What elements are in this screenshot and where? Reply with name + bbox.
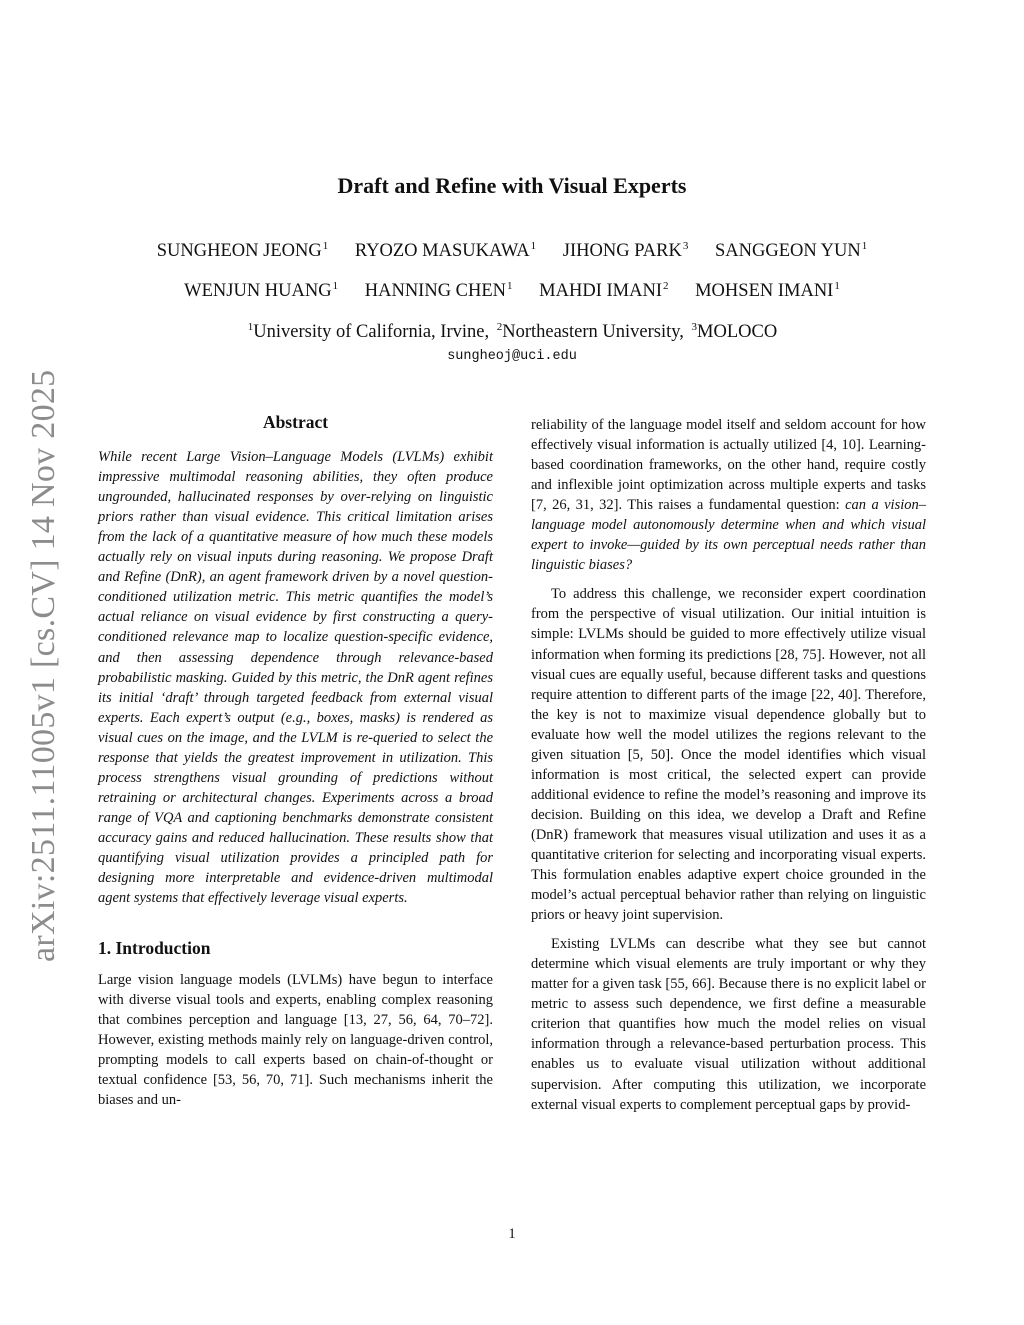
author-name: WENJUN HUANG xyxy=(184,281,332,301)
author-list-row-2 xyxy=(0,280,1024,302)
author xyxy=(184,280,338,302)
author-name: SUNGHEON JEONG xyxy=(156,241,322,261)
author-name: RYOZO MASUKAWA xyxy=(354,241,530,261)
body-paragraph: reliability of the language model itself and seldom account for how effectively visual information is actually utilized [4, 10]. Learning-based coordination frameworks, on the other hand, require costly and inflexible joint optimization across multiple experts and tasks [7, 26, 31, 32]. This raises a fundamental question: can a vision–language model autonomously determine when and which visual expert to invoke—guided by its own perceptual needs rather than linguistic biases? xyxy=(531,417,926,574)
affiliation: $^2$Northeastern University, xyxy=(496,321,684,342)
affiliation: $^3$MOLOCO xyxy=(691,321,778,342)
arxiv-identifier: arXiv:2511.11005v1 [cs.CV] 14 Nov 2025 xyxy=(25,369,62,962)
author-name: MOHSEN IMANI xyxy=(695,281,834,301)
author-name: HANNING CHEN xyxy=(364,281,507,301)
author-affiliation-mark: 1 xyxy=(530,240,537,252)
contact-email: sungheoj@uci.edu xyxy=(447,349,577,364)
author-name: MAHDI IMANI xyxy=(539,281,662,301)
research-question: can a vision–language model autonomously determine when and which visual expert to invoke—guided by its own perceptual needs rather than linguistic biases? xyxy=(531,497,926,574)
author xyxy=(157,240,328,262)
author-list-row-1 xyxy=(0,240,1024,262)
author-name: JIHONG PARK xyxy=(562,241,682,261)
page-number: 1 xyxy=(508,1226,516,1242)
author-affiliation-mark: 3 xyxy=(682,240,689,252)
introduction-paragraph: Large vision language models (LVLMs) have begun to interface with diverse visual tools and experts, enabling complex reasoning that combines perception and language [13, 27, 56, 64, 70–72]. However, existing methods mainly rely on language-driven control, prompting models to call experts based on chain-of-thought or textual confidence [53, 56, 70, 71]. Such mechanisms inherit the biases and un- xyxy=(98,972,493,1109)
abstract-heading: Abstract xyxy=(262,412,329,432)
author xyxy=(539,280,668,302)
author-affiliation-mark: 1 xyxy=(834,280,840,292)
affiliation: $^1$University of California, Irvine, xyxy=(247,321,490,342)
author-affiliation-mark: 1 xyxy=(507,280,513,292)
author xyxy=(695,280,840,302)
author xyxy=(563,240,689,262)
author xyxy=(355,240,536,262)
author-name: SANGGEON YUN xyxy=(714,241,861,261)
body-paragraph: To address this challenge, we reconsider expert coordination from the perspective of visual utilization. Our initial intuition is simple: LVLMs should be guided to more effectively utilize visual information when forming its predictions [28, 75]. However, not all visual cues are equally useful, because different tasks and questions require attention to different parts of the image [22, 40]. Therefore, the key is not to maximize visual dependence globally but to evaluate how well the model utilizes the regions relevant to the given situation [5, 50]. Once the model identifies which visual information is most critical, the selected expert can provide additional evidence to refine the model’s reasoning and improve its decision. Building on this idea, we develop a Draft and Refine (DnR) framework that measures visual utilization and uses it as a quantitative criterion for selecting and incorporating visual experts. This formulation enables adaptive expert choice grounded in the model’s actual perceptual behavior rather than relying on linguistic priors or heavy joint supervision. xyxy=(531,586,926,924)
abstract-text: While recent Large Vision–Language Models (LVLMs) exhibit impressive multimodal reasoning abilities, they often produce ungrounded, hallucinated responses by over-relying on linguistic priors rather than visual evidence. This critical limitation arises from the lack of a quantitative measure of how much these models actually rely on visual inputs during reasoning. We propose Draft and Refine (DnR), an agent framework driven by a novel question-conditioned utilization metric. This metric quantifies the model’s actual reliance on visual evidence by first constructing a query-conditioned relevance map to localize question-specific evidence, and then assessing dependence through relevance-based probabilistic masking. Guided by this metric, the DnR agent refines its initial ‘draft’ through targeted feedback from external visual experts. Each expert’s output (e.g., boxes, masks) is rendered as visual cues on the image, and the LVLM is re-queried to select the response that yields the greatest improvement in utilization. This process strengthens visual grounding of predictions without retraining or architectural changes. Experiments across a broad range of VQA and captioning benchmarks demonstrate consistent accuracy gains and reduced hallucination. These results show that quantifying visual utilization provides a principled path for designing more interpretable and evidence-driven multimodal agent systems that effectively leverage visual experts. xyxy=(98,449,493,907)
left-column xyxy=(98,412,493,1111)
section-heading-introduction: 1. Introduction xyxy=(98,938,211,959)
author xyxy=(365,280,513,302)
author-affiliation-mark: 2 xyxy=(662,280,669,292)
author-affiliation-mark: 1 xyxy=(322,240,329,252)
affiliations xyxy=(0,321,1024,343)
author-affiliation-mark: 1 xyxy=(861,240,868,252)
body-paragraph: Existing LVLMs can describe what they see but cannot determine which visual elements are truly important or why they matter for a given task [55, 66]. Because there is no explicit label or metric to assess such dependence, we first define a measurable criterion that quantifies how much the model relies on visual information through a relevance-based perturbation process. This enables us to evaluate visual utilization without additional supervision. After computing this utilization, we incorporate external visual experts to complement perceptual gaps by provid- xyxy=(531,936,926,1113)
paper-title: Draft and Refine with Visual Experts xyxy=(337,173,687,198)
author-affiliation-mark: 1 xyxy=(332,280,339,292)
right-column xyxy=(531,415,926,1115)
author xyxy=(715,240,867,262)
